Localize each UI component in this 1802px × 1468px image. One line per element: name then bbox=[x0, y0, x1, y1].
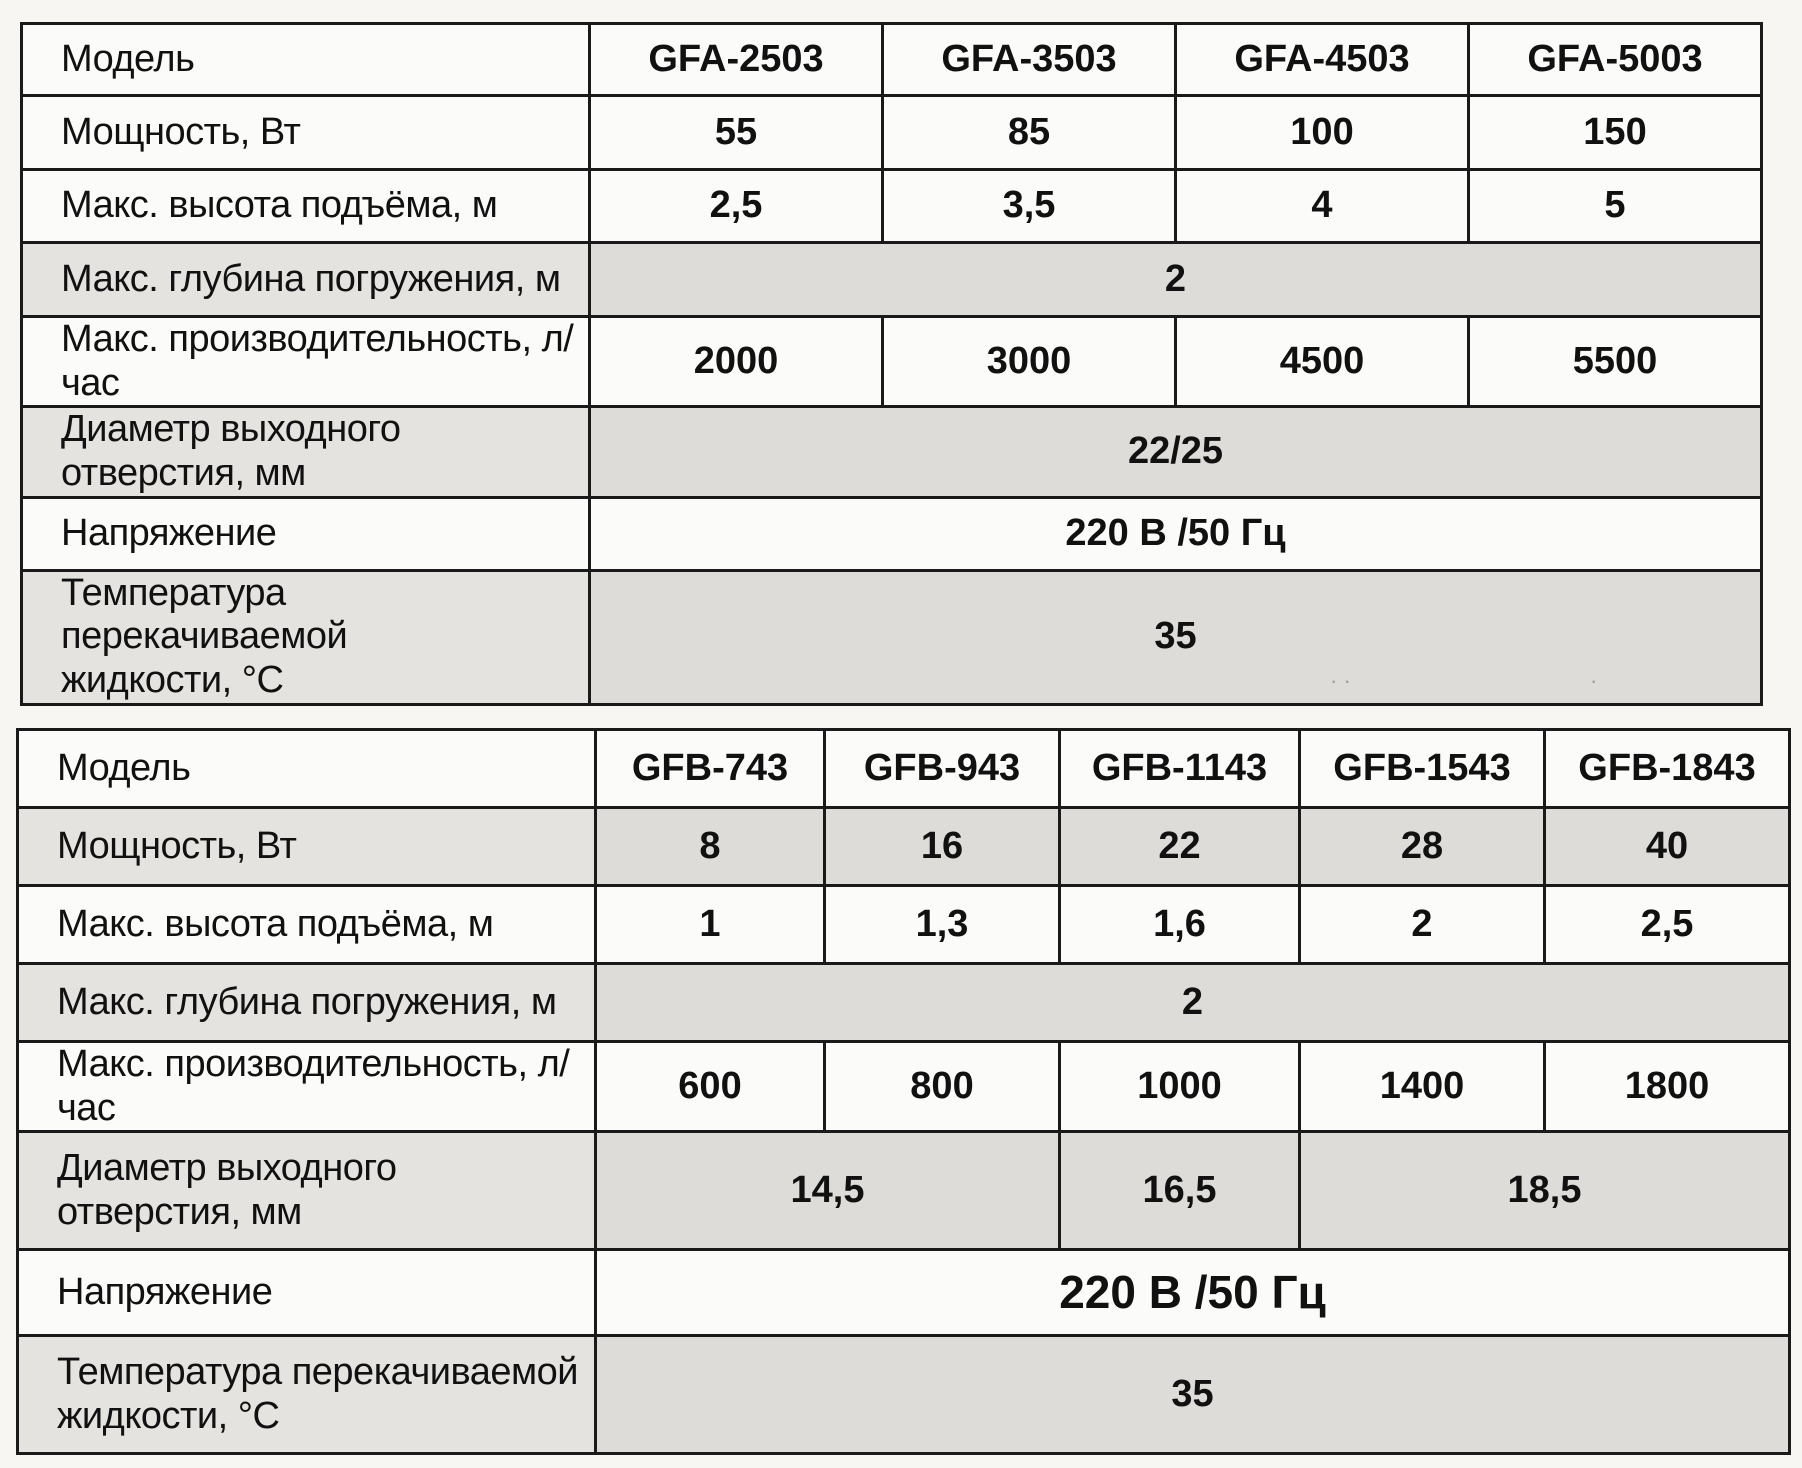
lift-row bbox=[22, 170, 1762, 243]
model-header: GFA-2503 bbox=[590, 24, 883, 96]
lift-value: 1,6 bbox=[1060, 886, 1300, 964]
lift-label: Макс. высота подъёма, м bbox=[18, 886, 596, 964]
flow-label: Макс. производительность, л/час bbox=[18, 1042, 596, 1132]
outlet-value: 22/25 bbox=[590, 407, 1762, 497]
model-header: GFA-4503 bbox=[1176, 24, 1469, 96]
flow-label: Макс. производительность, л/час bbox=[22, 317, 590, 407]
flow-value: 600 bbox=[596, 1042, 825, 1132]
model-label: Модель bbox=[22, 24, 590, 96]
depth-label: Макс. глубина погружения, м bbox=[22, 243, 590, 317]
depth-value: 2 bbox=[596, 964, 1790, 1042]
power-value: 16 bbox=[825, 808, 1060, 886]
outlet-label: Диаметр выходного отверстия, мм bbox=[22, 407, 590, 497]
voltage-label: Напряжение bbox=[18, 1250, 596, 1336]
power-row bbox=[22, 96, 1762, 170]
outlet-value: 16,5 bbox=[1060, 1132, 1300, 1250]
temperature-row bbox=[18, 1336, 1790, 1454]
flow-value: 2000 bbox=[590, 317, 883, 407]
power-row bbox=[18, 808, 1790, 886]
outlet-row bbox=[18, 1132, 1790, 1250]
temperature-label-line1: Температура перекачиваемой bbox=[61, 571, 348, 658]
model-header: GFB-1843 bbox=[1545, 730, 1790, 808]
lift-label: Макс. высота подъёма, м bbox=[22, 170, 590, 243]
lift-row bbox=[18, 886, 1790, 964]
power-value: 8 bbox=[596, 808, 825, 886]
power-label: Мощность, Вт bbox=[22, 96, 590, 170]
temperature-value: 35 bbox=[590, 570, 1762, 704]
voltage-row bbox=[22, 497, 1762, 570]
voltage-value: 220 В /50 Гц bbox=[596, 1250, 1790, 1336]
power-value: 28 bbox=[1300, 808, 1545, 886]
outlet-row bbox=[22, 407, 1762, 497]
depth-row bbox=[18, 964, 1790, 1042]
depth-value: 2 bbox=[590, 243, 1762, 317]
header-row bbox=[22, 24, 1762, 96]
power-value: 22 bbox=[1060, 808, 1300, 886]
spec-table-gfb bbox=[16, 728, 1791, 1455]
print-speck: · · bbox=[1330, 668, 1351, 693]
power-value: 100 bbox=[1176, 96, 1469, 170]
lift-value: 2,5 bbox=[1545, 886, 1790, 964]
depth-row bbox=[22, 243, 1762, 317]
temperature-label bbox=[18, 1336, 596, 1454]
model-header: GFB-943 bbox=[825, 730, 1060, 808]
power-value: 55 bbox=[590, 96, 883, 170]
model-label: Модель bbox=[18, 730, 596, 808]
lift-value: 4 bbox=[1176, 170, 1469, 243]
model-header: GFB-1143 bbox=[1060, 730, 1300, 808]
flow-value: 5500 bbox=[1469, 317, 1762, 407]
model-header: GFB-1543 bbox=[1300, 730, 1545, 808]
temperature-row bbox=[22, 570, 1762, 704]
temperature-label bbox=[22, 570, 590, 704]
lift-value: 3,5 bbox=[883, 170, 1176, 243]
header-row bbox=[18, 730, 1790, 808]
flow-value: 800 bbox=[825, 1042, 1060, 1132]
power-value: 150 bbox=[1469, 96, 1762, 170]
outlet-value: 18,5 bbox=[1300, 1132, 1790, 1250]
depth-label: Макс. глубина погружения, м bbox=[18, 964, 596, 1042]
flow-value: 1000 bbox=[1060, 1042, 1300, 1132]
flow-value: 3000 bbox=[883, 317, 1176, 407]
power-value: 85 bbox=[883, 96, 1176, 170]
temperature-label-line2: жидкости, °С bbox=[57, 1394, 280, 1437]
flow-row bbox=[18, 1042, 1790, 1132]
model-header: GFB-743 bbox=[596, 730, 825, 808]
flow-value: 1800 bbox=[1545, 1042, 1790, 1132]
lift-value: 2 bbox=[1300, 886, 1545, 964]
voltage-value: 220 В /50 Гц bbox=[590, 497, 1762, 570]
voltage-row bbox=[18, 1250, 1790, 1336]
lift-value: 1,3 bbox=[825, 886, 1060, 964]
outlet-value: 14,5 bbox=[596, 1132, 1060, 1250]
spec-table-gfa bbox=[20, 22, 1763, 706]
power-label: Мощность, Вт bbox=[18, 808, 596, 886]
flow-row bbox=[22, 317, 1762, 407]
voltage-label: Напряжение bbox=[22, 497, 590, 570]
lift-value: 1 bbox=[596, 886, 825, 964]
temperature-label-line1: Температура перекачиваемой bbox=[57, 1351, 578, 1394]
power-value: 40 bbox=[1545, 808, 1790, 886]
outlet-label: Диаметр выходного отверстия, мм bbox=[18, 1132, 596, 1250]
model-header: GFA-5003 bbox=[1469, 24, 1762, 96]
model-header: GFA-3503 bbox=[883, 24, 1176, 96]
flow-value: 4500 bbox=[1176, 317, 1469, 407]
temperature-label-line2: жидкости, °С bbox=[61, 659, 284, 702]
lift-value: 2,5 bbox=[590, 170, 883, 243]
temperature-value: 35 bbox=[596, 1336, 1790, 1454]
flow-value: 1400 bbox=[1300, 1042, 1545, 1132]
lift-value: 5 bbox=[1469, 170, 1762, 243]
print-speck: · bbox=[1590, 668, 1598, 693]
